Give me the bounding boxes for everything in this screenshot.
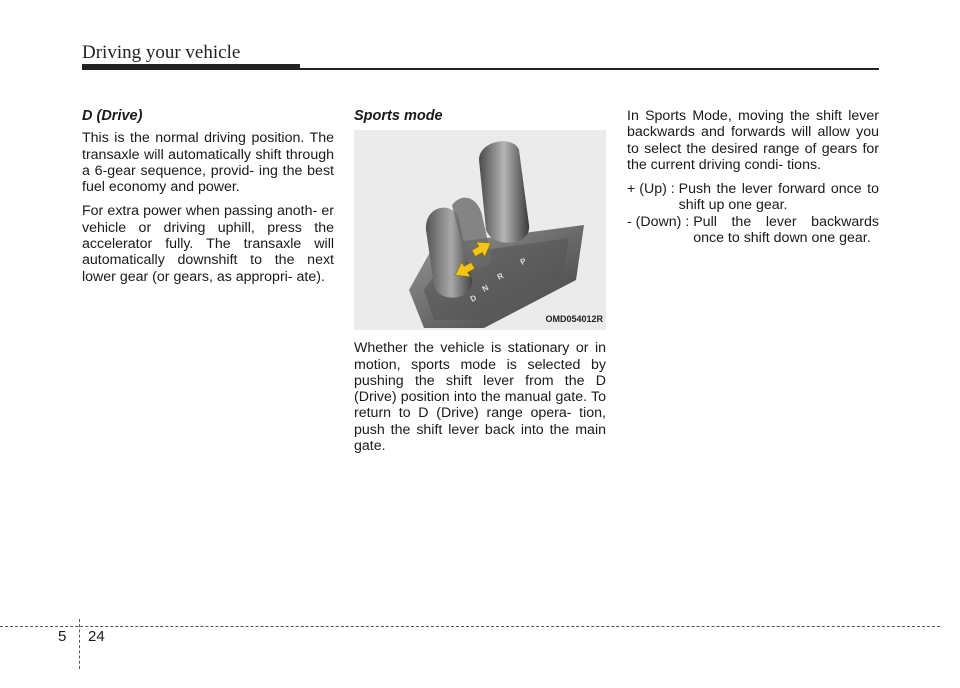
footer-rule xyxy=(0,626,940,627)
chapter-number: 5 xyxy=(58,628,67,645)
header-rule xyxy=(82,68,879,70)
sports-mode-intro: In Sports Mode, moving the shift lever backwards and forwards will allow you to select the desired range of gears for the current driving condi- tions. xyxy=(627,108,879,173)
figure-code: OMD054012R xyxy=(545,314,603,324)
drive-paragraph-1: This is the normal driving position. The transaxle will automatically shift through a 6-gear sequence, provid- ing the best fuel economy and power. xyxy=(82,130,334,196)
page-number: 24 xyxy=(88,628,105,645)
gear-label-d: D xyxy=(468,293,479,305)
shift-lever-figure xyxy=(354,130,606,330)
gear-label-r: R xyxy=(495,271,506,283)
column-drive xyxy=(82,108,334,293)
section-title: Driving your vehicle xyxy=(82,42,241,63)
gear-label-p: P xyxy=(518,256,528,268)
gear-label-n: N xyxy=(480,283,491,295)
column-sports-mode xyxy=(354,108,606,462)
sports-mode-heading: Sports mode xyxy=(354,108,443,124)
shift-down-definition xyxy=(627,214,879,247)
shift-knob-rear xyxy=(479,142,529,243)
drive-paragraph-2: For extra power when passing anoth- er vehicle or driving uphill, press the accelerator fully. The transaxle will automatically downshift to the next lower gear (or gears, as appropri- ate). xyxy=(82,203,334,285)
shift-down-term: - (Down) : xyxy=(627,213,694,230)
shift-up-term: + (Up) : xyxy=(627,181,679,198)
shift-lever-illustration xyxy=(354,130,606,330)
shift-down-description: Pull the lever backwards once to shift down one gear. xyxy=(693,213,879,247)
shift-up-description: Push the lever forward once to shift up one gear. xyxy=(678,181,879,214)
shift-up-definition xyxy=(627,181,879,214)
sports-mode-paragraph: Whether the vehicle is stationary or in motion, sports mode is selected by pushing the shift lever from the D (Drive) position into the manual gate. To return to D (Drive) range opera- tion, push the shift lever back into the main gate. xyxy=(354,340,606,455)
footer-divider xyxy=(79,619,80,669)
drive-heading: D (Drive) xyxy=(82,108,143,124)
column-sports-mode-shifting xyxy=(627,108,879,246)
